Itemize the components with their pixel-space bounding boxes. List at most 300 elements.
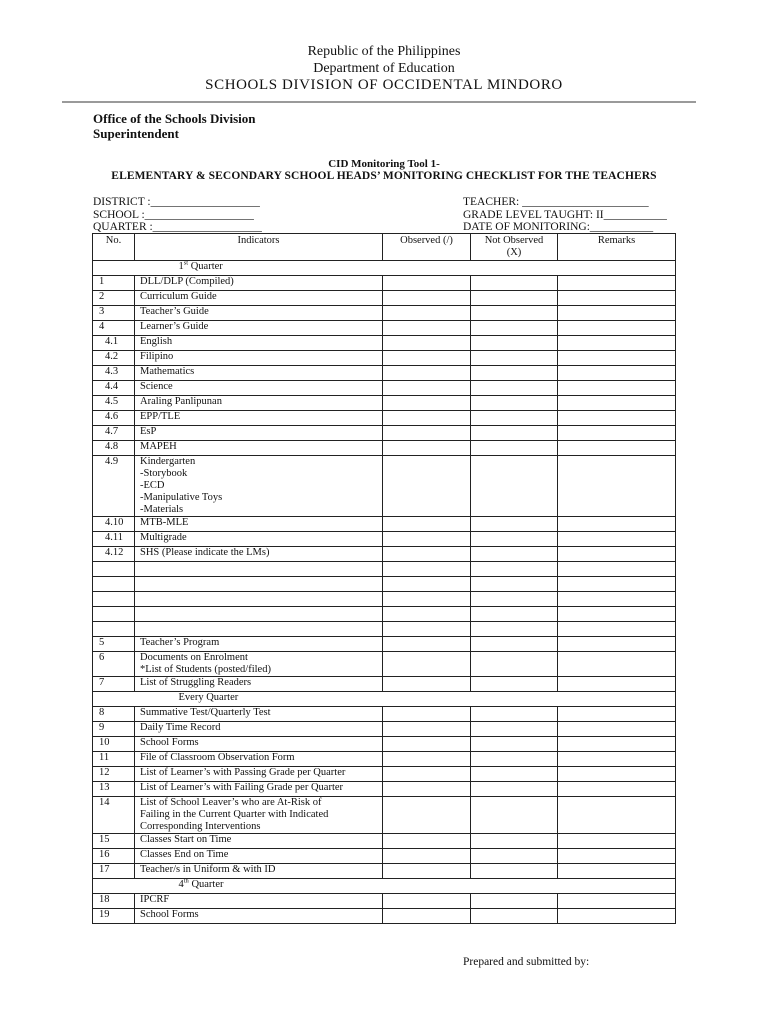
not-observed-cell[interactable]	[471, 351, 558, 366]
indicator-cell	[135, 276, 383, 291]
table-row	[93, 767, 676, 782]
header-not-observed	[471, 234, 558, 261]
indicator-cell	[135, 767, 383, 782]
table-row	[93, 411, 676, 426]
table-row	[93, 592, 676, 607]
row-number: 4.12	[93, 547, 135, 562]
table-row	[93, 291, 676, 306]
indicator-text: Curriculum Guide	[140, 291, 217, 302]
row-number: 4.8	[93, 441, 135, 456]
observed-cell[interactable]	[383, 366, 471, 381]
table-row	[93, 909, 676, 924]
indicator-cell	[135, 677, 383, 692]
row-number: 4.3	[93, 366, 135, 381]
observed-cell[interactable]	[383, 677, 471, 692]
row-number	[93, 592, 135, 607]
indicator-text: Science	[140, 381, 173, 392]
indicator-text: English	[140, 336, 173, 347]
indicator-cell	[135, 336, 383, 351]
indicator-text: MAPEH	[140, 441, 177, 452]
header-division: SCHOOLS DIVISION OF OCCIDENTAL MINDORO	[205, 77, 563, 93]
row-number: 17	[93, 864, 135, 879]
remarks-cell[interactable]	[558, 909, 676, 924]
table-row	[93, 737, 676, 752]
indicator-text: EPP/TLE	[140, 411, 181, 422]
observed-cell[interactable]	[383, 306, 471, 321]
observed-cell[interactable]	[383, 517, 471, 532]
indicator-text: List of Struggling Readers	[140, 677, 252, 688]
table-row	[93, 426, 676, 441]
office-line-1: Office of the Schools Division	[93, 111, 256, 126]
not-observed-cell[interactable]	[471, 864, 558, 879]
section-blank-cell	[558, 261, 676, 276]
remarks-cell[interactable]	[558, 411, 676, 426]
not-observed-cell[interactable]	[471, 677, 558, 692]
indicator-text: EsP	[140, 426, 157, 437]
indicator-cell	[135, 532, 383, 547]
table-row	[93, 752, 676, 767]
remarks-cell[interactable]	[558, 797, 676, 834]
row-number: 4.5	[93, 396, 135, 411]
indicator-text: Documents on Enrolment	[140, 652, 248, 663]
row-number: 4.4	[93, 381, 135, 396]
remarks-cell[interactable]	[558, 351, 676, 366]
header-republic: Republic of the Philippines	[307, 44, 461, 59]
remarks-cell[interactable]	[558, 577, 676, 592]
indicator-text: School Forms	[140, 909, 199, 920]
section-blank-cell	[558, 879, 676, 894]
not-observed-cell[interactable]	[471, 517, 558, 532]
section-blank-cell	[383, 261, 471, 276]
indicator-cell	[135, 607, 383, 622]
indicator-text: Mathematics	[140, 366, 195, 377]
remarks-cell[interactable]	[558, 849, 676, 864]
indicator-text: Learner’s Guide	[140, 321, 209, 332]
table-row	[93, 517, 676, 532]
table-row	[93, 547, 676, 562]
row-number: 9	[93, 722, 135, 737]
indicator-cell	[135, 707, 383, 722]
observed-cell[interactable]	[383, 909, 471, 924]
section-blank-cell	[383, 879, 471, 894]
office-block	[93, 111, 256, 141]
remarks-cell[interactable]	[558, 396, 676, 411]
not-observed-cell[interactable]	[471, 782, 558, 797]
not-observed-cell[interactable]	[471, 607, 558, 622]
section-no-cell	[93, 879, 135, 894]
observed-cell[interactable]	[383, 834, 471, 849]
remarks-cell[interactable]	[558, 607, 676, 622]
not-observed-cell[interactable]	[471, 291, 558, 306]
observed-cell[interactable]	[383, 577, 471, 592]
indicator-cell	[135, 864, 383, 879]
not-observed-cell[interactable]	[471, 797, 558, 834]
indicator-text: Teacher’s Guide	[140, 306, 209, 317]
table-row	[93, 677, 676, 692]
observed-cell[interactable]	[383, 381, 471, 396]
remarks-cell[interactable]	[558, 547, 676, 562]
remarks-cell[interactable]	[558, 441, 676, 456]
observed-cell[interactable]	[383, 532, 471, 547]
row-number: 4.1	[93, 336, 135, 351]
not-observed-cell[interactable]	[471, 849, 558, 864]
remarks-cell[interactable]	[558, 894, 676, 909]
indicator-cell	[135, 306, 383, 321]
section-no-cell	[93, 692, 135, 707]
observed-cell[interactable]	[383, 456, 471, 517]
not-observed-cell[interactable]	[471, 767, 558, 782]
remarks-cell[interactable]	[558, 834, 676, 849]
indicator-text: Filipino	[140, 351, 174, 362]
not-observed-cell[interactable]	[471, 752, 558, 767]
indicator-cell	[135, 722, 383, 737]
indicator-text: List of School Leaver’s who are At-Risk of	[140, 797, 322, 808]
observed-cell[interactable]	[383, 291, 471, 306]
table-row	[93, 797, 676, 834]
row-number	[93, 622, 135, 637]
remarks-cell[interactable]	[558, 722, 676, 737]
indicator-cell	[135, 381, 383, 396]
header-not-observed-line2: (X)	[506, 247, 522, 258]
row-number: 11	[93, 752, 135, 767]
not-observed-cell[interactable]	[471, 381, 558, 396]
not-observed-cell[interactable]	[471, 622, 558, 637]
observed-cell[interactable]	[383, 396, 471, 411]
checklist-table	[92, 233, 676, 924]
row-number: 18	[93, 894, 135, 909]
section-blank-cell	[471, 692, 558, 707]
table-row	[93, 637, 676, 652]
indicator-cell	[135, 849, 383, 864]
remarks-cell[interactable]	[558, 707, 676, 722]
indicator-text: *List of Students (posted/filed)	[140, 664, 271, 675]
observed-cell[interactable]	[383, 547, 471, 562]
indicator-cell	[135, 797, 383, 834]
section-label	[135, 692, 383, 707]
section-label-text: 4	[178, 879, 184, 890]
indicator-cell	[135, 426, 383, 441]
header-observed: Observed (/)	[383, 234, 471, 261]
observed-cell[interactable]	[383, 737, 471, 752]
indicator-cell	[135, 782, 383, 797]
observed-cell[interactable]	[383, 562, 471, 577]
header-divider	[62, 101, 696, 103]
remarks-cell[interactable]	[558, 336, 676, 351]
table-row	[93, 381, 676, 396]
indicator-text: -Storybook	[140, 468, 188, 479]
indicator-text: -Materials	[140, 504, 184, 515]
prepared-by-label: Prepared and submitted by:	[463, 956, 590, 968]
not-observed-cell[interactable]	[471, 306, 558, 321]
indicator-cell	[135, 622, 383, 637]
remarks-cell[interactable]	[558, 767, 676, 782]
not-observed-cell[interactable]	[471, 592, 558, 607]
row-number	[93, 577, 135, 592]
indicator-text: Summative Test/Quarterly Test	[140, 707, 271, 718]
section-label-rest: Quarter	[188, 261, 223, 272]
indicator-cell	[135, 637, 383, 652]
not-observed-cell[interactable]	[471, 737, 558, 752]
observed-cell[interactable]	[383, 894, 471, 909]
table-header-row	[93, 234, 676, 261]
not-observed-cell[interactable]	[471, 894, 558, 909]
header-not-observed-line1: Not Observed	[484, 235, 544, 246]
table-row	[93, 707, 676, 722]
indicator-text: DLL/DLP (Compiled)	[140, 276, 234, 287]
section-no-cell	[93, 261, 135, 276]
section-row	[93, 261, 676, 276]
observed-cell[interactable]	[383, 411, 471, 426]
section-blank-cell	[383, 692, 471, 707]
row-number: 4.9	[93, 456, 135, 517]
row-number: 19	[93, 909, 135, 924]
indicator-cell	[135, 441, 383, 456]
not-observed-cell[interactable]	[471, 321, 558, 336]
row-number: 2	[93, 291, 135, 306]
row-number	[93, 607, 135, 622]
section-label-text: 1	[178, 261, 184, 272]
observed-cell[interactable]	[383, 864, 471, 879]
row-number: 4.10	[93, 517, 135, 532]
observed-cell[interactable]	[383, 767, 471, 782]
observed-cell[interactable]	[383, 849, 471, 864]
teacher-field: TEACHER: ______________________	[463, 196, 649, 208]
row-number: 4.2	[93, 351, 135, 366]
row-number: 12	[93, 767, 135, 782]
not-observed-cell[interactable]	[471, 547, 558, 562]
observed-cell[interactable]	[383, 351, 471, 366]
section-label-sup: st	[183, 260, 189, 267]
office-line-2: Superintendent	[93, 126, 179, 141]
table-row	[93, 532, 676, 547]
observed-cell[interactable]	[383, 652, 471, 677]
row-number: 15	[93, 834, 135, 849]
indicator-text: Corresponding Interventions	[140, 821, 261, 832]
indicator-cell	[135, 396, 383, 411]
indicator-text: -ECD	[140, 480, 165, 491]
row-number: 8	[93, 707, 135, 722]
remarks-cell[interactable]	[558, 532, 676, 547]
district-field: DISTRICT :___________________	[93, 196, 260, 208]
indicator-cell	[135, 547, 383, 562]
indicator-cell	[135, 752, 383, 767]
observed-cell[interactable]	[383, 782, 471, 797]
indicator-text: MTB-MLE	[140, 517, 189, 528]
row-number	[93, 562, 135, 577]
observed-cell[interactable]	[383, 622, 471, 637]
table-row	[93, 782, 676, 797]
quarter-field: QUARTER :___________________	[93, 221, 262, 233]
indicator-text: List of Learner’s with Failing Grade per Quarter	[140, 782, 344, 793]
header-department: Department of Education	[313, 61, 455, 76]
table-row	[93, 366, 676, 381]
tool-title: CID Monitoring Tool 1-	[328, 158, 440, 170]
observed-cell[interactable]	[383, 426, 471, 441]
remarks-cell[interactable]	[558, 276, 676, 291]
observed-cell[interactable]	[383, 797, 471, 834]
indicator-cell	[135, 366, 383, 381]
remarks-cell[interactable]	[558, 426, 676, 441]
section-label-sup: th	[183, 878, 189, 885]
section-label-text: Every Quarter	[178, 692, 239, 703]
indicator-cell	[135, 321, 383, 336]
header-indicators: Indicators	[135, 234, 383, 261]
table-row	[93, 396, 676, 411]
row-number: 10	[93, 737, 135, 752]
remarks-cell[interactable]	[558, 321, 676, 336]
remarks-cell[interactable]	[558, 366, 676, 381]
date-monitoring-field: DATE OF MONITORING:___________	[463, 221, 654, 233]
table-row	[93, 276, 676, 291]
indicator-cell	[135, 411, 383, 426]
remarks-cell[interactable]	[558, 562, 676, 577]
table-row	[93, 336, 676, 351]
row-number: 4	[93, 321, 135, 336]
indicator-cell	[135, 577, 383, 592]
remarks-cell[interactable]	[558, 737, 676, 752]
indicator-text: School Forms	[140, 737, 199, 748]
table-row	[93, 321, 676, 336]
not-observed-cell[interactable]	[471, 456, 558, 517]
indicator-cell	[135, 517, 383, 532]
not-observed-cell[interactable]	[471, 336, 558, 351]
remarks-cell[interactable]	[558, 677, 676, 692]
table-row	[93, 894, 676, 909]
indicator-cell	[135, 737, 383, 752]
section-label	[135, 879, 383, 894]
observed-cell[interactable]	[383, 276, 471, 291]
not-observed-cell[interactable]	[471, 276, 558, 291]
not-observed-cell[interactable]	[471, 722, 558, 737]
remarks-cell[interactable]	[558, 864, 676, 879]
observed-cell[interactable]	[383, 607, 471, 622]
remarks-cell[interactable]	[558, 652, 676, 677]
not-observed-cell[interactable]	[471, 637, 558, 652]
not-observed-cell[interactable]	[471, 834, 558, 849]
remarks-cell[interactable]	[558, 782, 676, 797]
checklist-body	[93, 261, 676, 924]
not-observed-cell[interactable]	[471, 562, 558, 577]
indicator-cell	[135, 456, 383, 517]
not-observed-cell[interactable]	[471, 652, 558, 677]
indicator-cell	[135, 562, 383, 577]
not-observed-cell[interactable]	[471, 366, 558, 381]
row-number: 5	[93, 637, 135, 652]
indicator-text: Multigrade	[140, 532, 187, 543]
table-row	[93, 722, 676, 737]
row-number: 4.6	[93, 411, 135, 426]
indicator-text: Failing in the Current Quarter with Indicated	[140, 809, 329, 820]
observed-cell[interactable]	[383, 722, 471, 737]
section-blank-cell	[471, 879, 558, 894]
not-observed-cell[interactable]	[471, 411, 558, 426]
indicator-text: Teacher/s in Uniform & with ID	[140, 864, 276, 875]
remarks-cell[interactable]	[558, 752, 676, 767]
indicator-cell	[135, 909, 383, 924]
indicator-text: Teacher’s Program	[140, 637, 220, 648]
table-row	[93, 607, 676, 622]
indicator-text: SHS (Please indicate the LMs)	[140, 547, 270, 558]
observed-cell[interactable]	[383, 592, 471, 607]
observed-cell[interactable]	[383, 441, 471, 456]
remarks-cell[interactable]	[558, 381, 676, 396]
section-label-rest: Quarter	[188, 879, 224, 890]
school-field: SCHOOL :___________________	[93, 209, 254, 221]
indicator-cell	[135, 834, 383, 849]
section-blank-cell	[558, 692, 676, 707]
table-row	[93, 441, 676, 456]
remarks-cell[interactable]	[558, 622, 676, 637]
indicator-text: Classes Start on Time	[140, 834, 232, 845]
row-number: 13	[93, 782, 135, 797]
indicator-text: List of Learner’s with Passing Grade per Quarter	[140, 767, 346, 778]
not-observed-cell[interactable]	[471, 441, 558, 456]
grade-level-field: GRADE LEVEL TAUGHT: II___________	[463, 209, 667, 221]
table-row	[93, 456, 676, 517]
checklist-title: ELEMENTARY & SECONDARY SCHOOL HEADS’ MONITORING CHECKLIST FOR THE TEACHERS	[111, 170, 657, 182]
table-row	[93, 849, 676, 864]
row-number: 4.7	[93, 426, 135, 441]
indicator-cell	[135, 894, 383, 909]
row-number: 16	[93, 849, 135, 864]
table-row	[93, 622, 676, 637]
indicator-text: Kindergarten	[140, 456, 196, 467]
remarks-cell[interactable]	[558, 456, 676, 517]
not-observed-cell[interactable]	[471, 577, 558, 592]
indicator-cell	[135, 652, 383, 677]
table-row	[93, 652, 676, 677]
not-observed-cell[interactable]	[471, 909, 558, 924]
observed-cell[interactable]	[383, 336, 471, 351]
indicator-cell	[135, 351, 383, 366]
not-observed-cell[interactable]	[471, 707, 558, 722]
not-observed-cell[interactable]	[471, 426, 558, 441]
row-number: 7	[93, 677, 135, 692]
table-row	[93, 864, 676, 879]
indicator-cell	[135, 592, 383, 607]
section-blank-cell	[471, 261, 558, 276]
remarks-cell[interactable]	[558, 306, 676, 321]
row-number: 1	[93, 276, 135, 291]
observed-cell[interactable]	[383, 752, 471, 767]
remarks-cell[interactable]	[558, 592, 676, 607]
header-remarks: Remarks	[558, 234, 676, 261]
row-number: 14	[93, 797, 135, 834]
indicator-text: File of Classroom Observation Form	[140, 752, 295, 763]
indicator-cell	[135, 291, 383, 306]
header-no: No.	[93, 234, 135, 261]
observed-cell[interactable]	[383, 637, 471, 652]
section-label	[135, 261, 383, 276]
remarks-cell[interactable]	[558, 291, 676, 306]
not-observed-cell[interactable]	[471, 532, 558, 547]
table-row	[93, 577, 676, 592]
table-row	[93, 306, 676, 321]
observed-cell[interactable]	[383, 321, 471, 336]
row-number: 6	[93, 652, 135, 677]
table-row	[93, 834, 676, 849]
remarks-cell[interactable]	[558, 517, 676, 532]
observed-cell[interactable]	[383, 707, 471, 722]
table-row	[93, 562, 676, 577]
indicator-text: Daily Time Record	[140, 722, 221, 733]
remarks-cell[interactable]	[558, 637, 676, 652]
not-observed-cell[interactable]	[471, 396, 558, 411]
row-number: 4.11	[93, 532, 135, 547]
indicator-text: Classes End on Time	[140, 849, 229, 860]
table-row	[93, 351, 676, 366]
indicator-text: IPCRF	[140, 894, 170, 905]
